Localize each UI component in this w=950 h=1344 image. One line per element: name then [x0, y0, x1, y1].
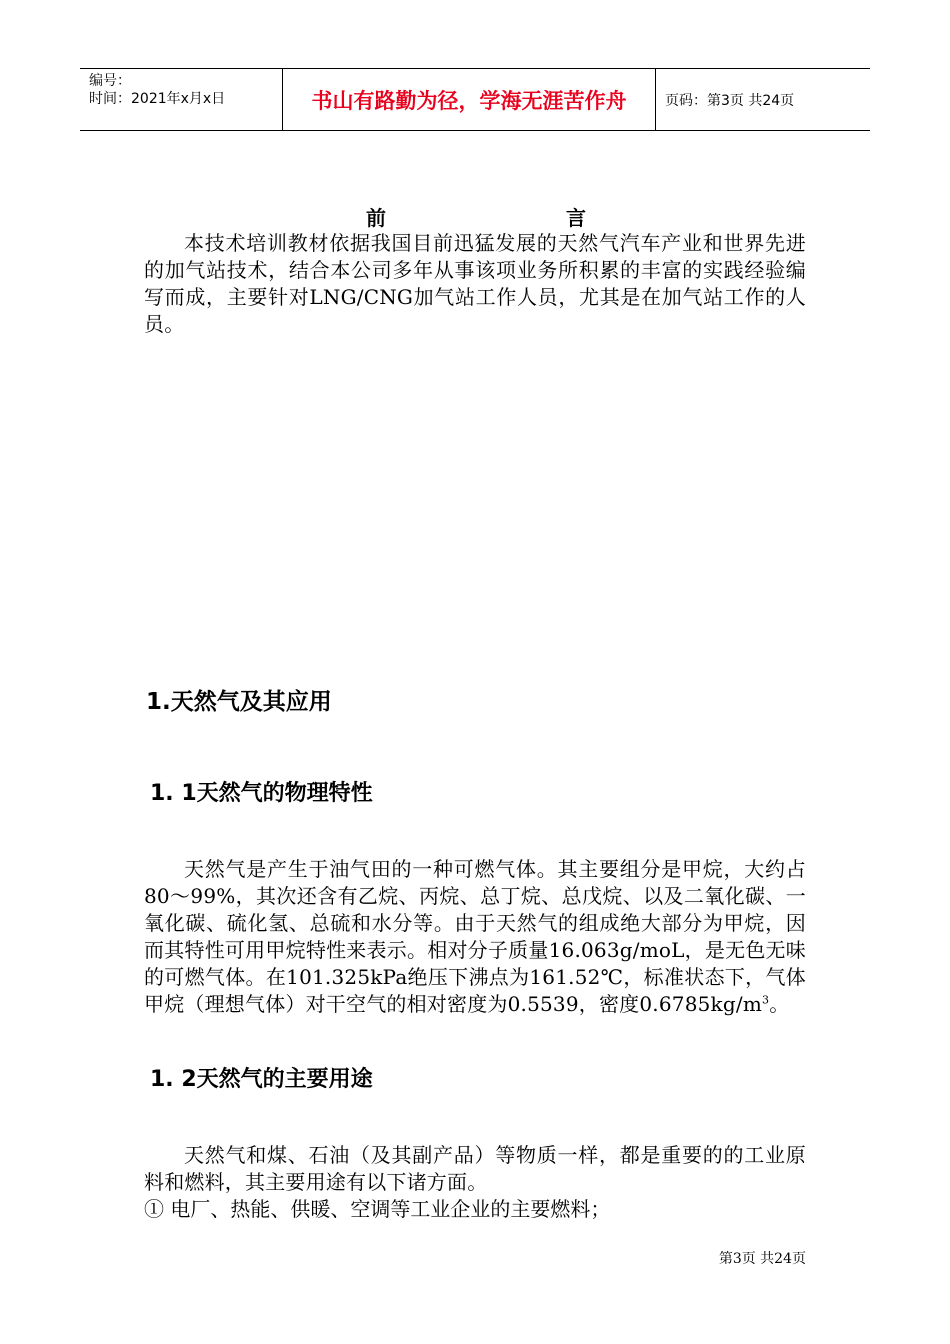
section-1-1-body: [144, 856, 806, 1018]
document-time-label: 时间：2021年x月x日: [89, 91, 226, 107]
preface-title-right: 言: [566, 206, 586, 230]
section-1-2-paragraph: 天然气和煤、石油（及其副产品）等物质一样，都是重要的的工业原料和燃料，其主要用途有以下诸方面。: [144, 1143, 806, 1194]
section-1-2-heading: 1. 2天然气的主要用途: [150, 1067, 373, 1092]
header-meta: [80, 69, 282, 130]
header-page-info: 页码：第3页 共24页: [665, 92, 795, 109]
section-1-heading: 1.天然气及其应用: [146, 689, 332, 715]
page-header: [80, 68, 870, 131]
section-1-1-heading: 1. 1天然气的物理特性: [150, 781, 373, 806]
preface-paragraph: 本技术培训教材依据我国目前迅猛发展的天然气汽车产业和世界先进的加气站技术，结合本公司多年从事该项业务所积累的丰富的实践经验编写而成，主要针对LNG/CNG加气站工作人员，尤其是在加气站工作的人员。: [144, 231, 806, 336]
header-motto: 书山有路勤为径，学海无涯苦作舟: [282, 69, 656, 130]
document-number-label: 编号：: [89, 73, 131, 89]
preface-body: [144, 230, 806, 338]
page-footer: 第3页 共24页: [718, 1251, 806, 1267]
section-1-2-body: [144, 1142, 806, 1223]
section-1-1-text-end: 。: [769, 992, 790, 1016]
unit-superscript: 3: [762, 993, 770, 1007]
section-1-1-text: 天然气是产生于油气田的一种可燃气体。其主要组分是甲烷，大约占80～99%，其次还含有乙烷、丙烷、总丁烷、总戊烷、以及二氧化碳、一氧化碳、硫化氢、总硫和水分等。由于天然气的组成绝大部分为甲烷，因而其特性可用甲烷特性来表示。相对分子质量16.063g/moL，是无色无味的可燃气体。在101.325kPa绝压下沸点为161.52℃，标准状态下，气体甲烷（理想气体）对干空气的相对密度为0.5539，密度0.6785kg/m: [144, 857, 806, 1016]
preface-title-left: 前: [366, 206, 386, 230]
list-item: ① 电厂、热能、供暖、空调等工业企业的主要燃料；: [144, 1197, 611, 1221]
section-1-1-paragraph: [144, 856, 806, 1018]
